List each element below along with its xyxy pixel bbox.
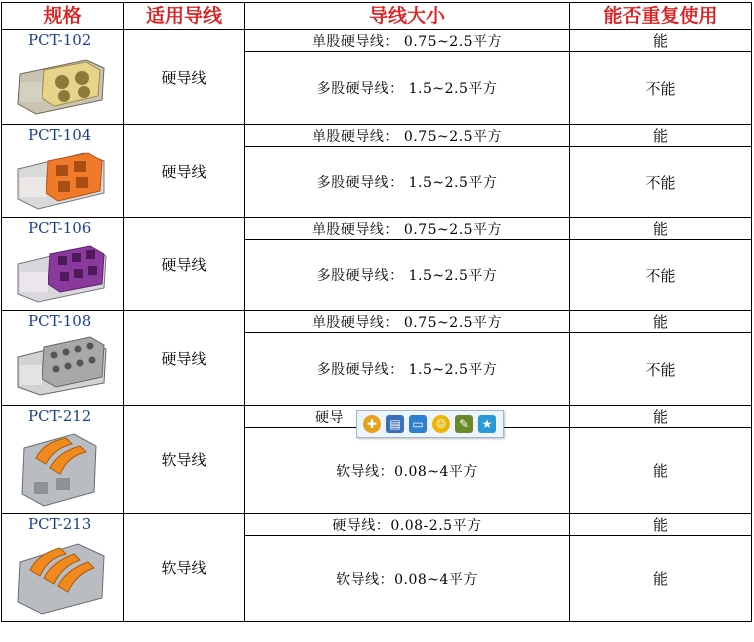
image-toolbar — [356, 410, 504, 438]
size-cell: 硬导 — [245, 406, 570, 428]
model-label: PCT-104 — [28, 126, 92, 144]
connector-6-hole-purple-icon — [2, 238, 123, 310]
header-spec: 规格 — [2, 3, 124, 30]
reuse-cell: 能 — [570, 514, 752, 536]
table-row — [2, 311, 752, 333]
smiley-icon[interactable]: ☺ — [432, 415, 450, 433]
model-label: PCT-213 — [28, 515, 92, 533]
header-reusable: 能否重复使用 — [570, 3, 752, 30]
size-cell: 多股硬导线： 1.5~2.5平方 — [245, 240, 570, 311]
model-label: PCT-106 — [28, 219, 92, 237]
wire-type-cell: 硬导线 — [124, 125, 245, 218]
size-cell: 多股硬导线： 1.5~2.5平方 — [245, 333, 570, 406]
model-label: PCT-108 — [28, 312, 92, 330]
header-wire-type: 适用导线 — [124, 3, 245, 30]
table-row — [2, 218, 752, 240]
model-label: PCT-102 — [28, 31, 92, 49]
size-cell: 单股硬导线： 0.75~2.5平方 — [245, 125, 570, 147]
wire-type-cell: 软导线 — [124, 406, 245, 514]
connector-8-hole-gray-icon — [2, 331, 123, 403]
wire-type-cell: 硬导线 — [124, 218, 245, 311]
model-cell — [2, 311, 124, 406]
monitor-icon[interactable]: ▭ — [409, 415, 427, 433]
edit-icon[interactable]: ✎ — [455, 415, 473, 433]
header-row — [2, 3, 752, 30]
reuse-cell: 不能 — [570, 52, 752, 125]
wire-type-cell: 硬导线 — [124, 311, 245, 406]
reuse-cell: 能 — [570, 428, 752, 514]
model-cell — [2, 30, 124, 125]
wire-type-cell: 软导线 — [124, 514, 245, 622]
save-icon[interactable]: ▤ — [386, 415, 404, 433]
reuse-cell: 不能 — [570, 240, 752, 311]
model-cell — [2, 514, 124, 622]
model-label: PCT-212 — [28, 407, 92, 425]
reuse-cell: 能 — [570, 536, 752, 622]
reuse-cell: 能 — [570, 218, 752, 240]
size-cell: 单股硬导线： 0.75~2.5平方 — [245, 311, 570, 333]
globe-icon[interactable]: ✚ — [363, 415, 381, 433]
star-icon[interactable]: ★ — [478, 415, 496, 433]
size-cell: 单股硬导线： 0.75~2.5平方 — [245, 218, 570, 240]
connector-2-hole-yellow-icon — [2, 50, 123, 122]
size-cell: 多股硬导线： 1.5~2.5平方 — [245, 147, 570, 218]
reuse-cell: 不能 — [570, 333, 752, 406]
reuse-cell: 能 — [570, 406, 752, 428]
connector-spec-table — [1, 2, 752, 622]
size-cell: 硬导线：0.08-2.5平方 — [245, 514, 570, 536]
reuse-cell: 能 — [570, 30, 752, 52]
lever-connector-3-way-icon — [2, 534, 123, 618]
size-cell: 多股硬导线： 1.5~2.5平方 — [245, 52, 570, 125]
table-row — [2, 514, 752, 536]
wire-type-cell: 硬导线 — [124, 30, 245, 125]
table-row — [2, 30, 752, 52]
model-cell — [2, 218, 124, 311]
table-row — [2, 125, 752, 147]
size-cell: 软导线：0.08~4平方 — [245, 428, 570, 514]
size-cell: 软导线：0.08~4平方 — [245, 536, 570, 622]
model-cell — [2, 406, 124, 514]
size-cell: 单股硬导线： 0.75~2.5平方 — [245, 30, 570, 52]
header-wire-size: 导线大小 — [245, 3, 570, 30]
model-cell — [2, 125, 124, 218]
reuse-cell: 能 — [570, 311, 752, 333]
reuse-cell: 能 — [570, 125, 752, 147]
connector-4-hole-orange-icon — [2, 145, 123, 217]
lever-connector-2-way-icon — [2, 426, 123, 510]
reuse-cell: 不能 — [570, 147, 752, 218]
